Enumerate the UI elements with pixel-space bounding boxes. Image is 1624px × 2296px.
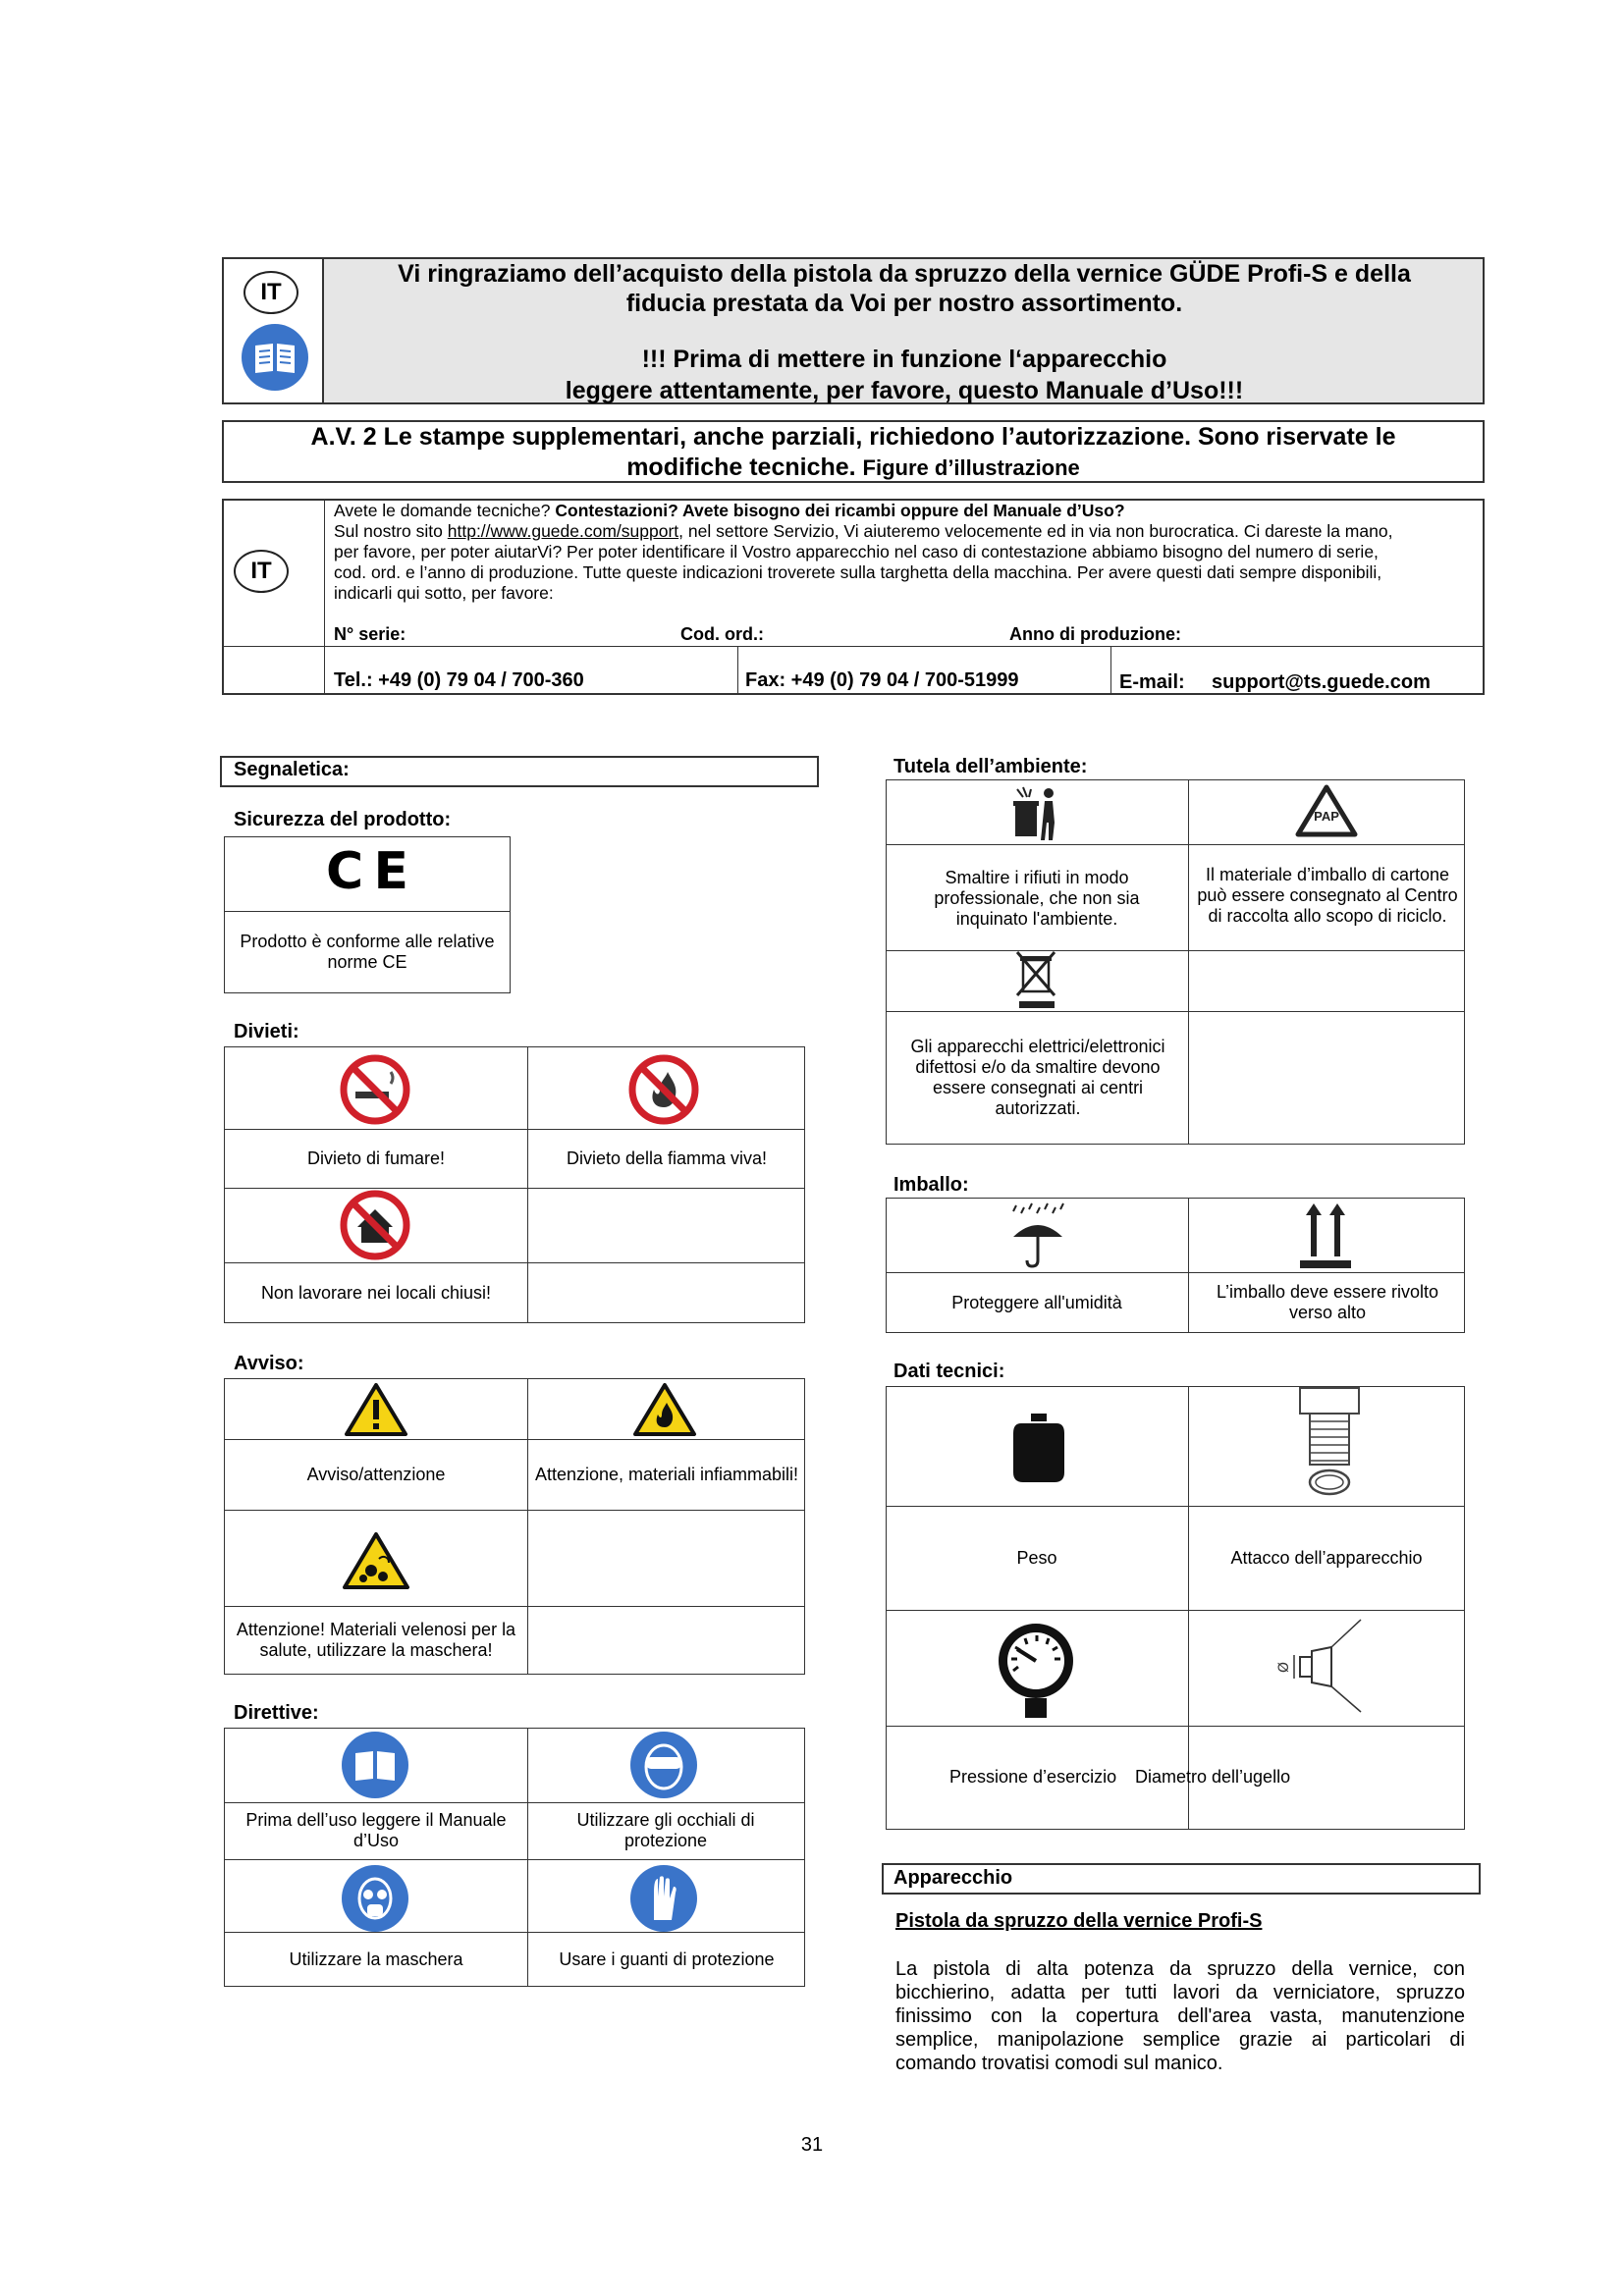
- divieti-title: Divieti:: [234, 1021, 299, 1042]
- header-thanks: [334, 259, 1475, 318]
- flammable-icon: [632, 1382, 697, 1437]
- tel-label: Tel.: +49 (0) 79 04 / 700-360: [334, 669, 584, 691]
- waste-bin-icon: [1009, 783, 1064, 842]
- connection-text: Attacco dell’apparecchio: [1230, 1547, 1423, 1568]
- support-line-5: indicarli qui sotto, per favore:: [334, 583, 554, 603]
- support-line-3: per favore, per poter aiutarVi? Per poter identificare il Vostro apparecchio nel caso di contestazione abbiamo bisogno del numero di serie,: [334, 542, 1379, 561]
- no-flame-text: Divieto della fiamma viva!: [566, 1148, 768, 1168]
- email-label: E-mail:: [1119, 671, 1185, 693]
- thanks-line-1: Vi ringraziamo dell’acquisto della pistola da spruzzo della vernice GÜDE Profi-S e della: [398, 260, 1411, 288]
- weee-text: Gli apparecchi elettrici/elettronici difettosi e/o da smaltire devono essere consegnati ai centri autorizzati.: [910, 1037, 1165, 1118]
- header-warning: [334, 344, 1475, 406]
- support-line-2a: Sul nostro sito: [334, 521, 448, 541]
- copyright-text: [226, 422, 1481, 483]
- toxic-text: Attenzione! Materiali velenosi per la salute, utilizzare la maschera!: [236, 1620, 516, 1660]
- product-description: La pistola di alta potenza da spruzzo della vernice, con bicchierino, adatta per tutti lavori da verniciatore, spruzzo finissimo con la copertura dell'area vasta, manutenzione semplice, manipolazione semplice grazie ai particolari di comando trovatisi comodi sul manico.: [895, 1958, 1465, 2074]
- no-smoking-icon: [340, 1054, 410, 1125]
- dati-table: [886, 1386, 1465, 1830]
- manual-book-icon: [240, 322, 310, 393]
- warning-icon: [344, 1382, 408, 1437]
- ambiente-title: Tutela dell’ambiente:: [893, 756, 1088, 777]
- year-label: Anno di produzione:: [1009, 624, 1181, 644]
- support-it-badge: IT: [234, 550, 289, 593]
- no-flame-icon: [628, 1054, 699, 1125]
- support-divider-2: [737, 646, 738, 695]
- dispose-text: Smaltire i rifiuti in modo professionale, che non sia inquinato l'ambiente.: [934, 867, 1140, 929]
- nozzle-diameter-icon: [1274, 1618, 1373, 1714]
- it-badge: IT: [244, 271, 298, 314]
- flammable-text: Attenzione, materiali infiammabili!: [534, 1464, 799, 1484]
- figures-label: Figure d’illustrazione: [862, 455, 1080, 480]
- no-closed-rooms-icon: [340, 1190, 410, 1260]
- read-manual-text: Prima dell’uso leggere il Manuale d’Uso: [245, 1810, 507, 1850]
- goggles-icon: [628, 1730, 699, 1800]
- apparecchio-title: Apparecchio: [893, 1867, 1013, 1889]
- cardboard-text: Il materiale d’imballo di cartone può essere consegnato al Centro di raccolta allo scopo di riciclo.: [1197, 864, 1458, 926]
- serial-label: N° serie:: [334, 624, 406, 644]
- read-manual-icon: [340, 1730, 410, 1800]
- page-number: 31: [800, 2134, 824, 2156]
- sicurezza-title: Sicurezza del prodotto:: [234, 809, 452, 830]
- order-label: Cod. ord.:: [680, 624, 764, 644]
- copyright-line-2: modifiche tecniche.: [626, 454, 856, 481]
- support-line-1b: Contestazioni? Avete bisogno dei ricambi oppure del Manuale d’Uso?: [555, 501, 1125, 520]
- warning-line-2: leggere attentamente, per favore, questo Manuale d’Uso!!!: [565, 377, 1244, 404]
- support-line-2b: , nel settore Servizio, Vi aiuteremo velocemente ed in via non burocratica. Ci dareste la mano,: [678, 521, 1393, 541]
- support-line-4: cod. ord. e l’anno di produzione. Tutte queste indicazioni troverete sulla targhetta della macchina. Per avere questi dati sempre disponibili,: [334, 562, 1382, 582]
- no-closed-text: Non lavorare nei locali chiusi!: [260, 1282, 492, 1303]
- pressure-gauge-icon: [994, 1620, 1078, 1720]
- nozzle-symbol: Ø: [1276, 1661, 1292, 1673]
- humidity-text: Proteggere all'umidità: [951, 1292, 1122, 1312]
- connection-thread-icon: [1292, 1386, 1367, 1498]
- support-text: [334, 501, 1479, 604]
- fax-label: Fax: +49 (0) 79 04 / 700-51999: [745, 669, 1019, 691]
- imballo-title: Imballo:: [893, 1174, 969, 1196]
- umbrella-icon: [1009, 1200, 1066, 1270]
- recycle-pap-icon: [1294, 783, 1359, 838]
- dati-title: Dati tecnici:: [893, 1361, 1005, 1382]
- warning-line-1: !!! Prima di mettere in funzione l‘apparecchio: [641, 346, 1167, 373]
- mask-text: Utilizzare la maschera: [289, 1949, 463, 1969]
- nozzle-text: Diametro dell’ugello: [1135, 1767, 1291, 1787]
- weight-text: Peso: [1016, 1547, 1057, 1568]
- thanks-line-2: fiducia prestata da Voi per nostro assortimento.: [625, 290, 1183, 317]
- toxic-icon: [342, 1531, 410, 1590]
- support-hline: [222, 646, 1485, 647]
- direttive-title: Direttive:: [234, 1702, 319, 1724]
- warning-text: Avviso/attenzione: [306, 1464, 446, 1484]
- this-side-up-icon: [1296, 1200, 1355, 1270]
- support-divider: [324, 499, 325, 695]
- pressure-text: Pressione d’esercizio: [949, 1767, 1117, 1787]
- segnaletica-title: Segnaletica:: [234, 759, 350, 780]
- gloves-icon: [628, 1863, 699, 1934]
- gloves-text: Usare i guanti di protezione: [559, 1949, 775, 1969]
- goggles-text: Utilizzare gli occhiali di protezione: [576, 1810, 755, 1850]
- weee-bin-icon: [1011, 946, 1062, 1009]
- support-link[interactable]: http://www.guede.com/support: [447, 521, 679, 541]
- upright-text: L’imballo deve essere rivolto verso alto: [1216, 1282, 1439, 1322]
- product-name: Pistola da spruzzo della vernice Profi-S: [895, 1910, 1263, 1932]
- pap-text: PAP: [1314, 809, 1339, 824]
- mask-icon: [340, 1863, 410, 1934]
- no-smoking-text: Divieto di fumare!: [306, 1148, 446, 1168]
- weight-icon: [1011, 1410, 1066, 1484]
- support-line-1a: Avete le domande tecniche?: [334, 501, 556, 520]
- support-divider-3: [1110, 646, 1111, 695]
- email-value[interactable]: support@ts.guede.com: [1212, 671, 1431, 693]
- ce-text: Prodotto è conforme alle relative norme CE: [240, 932, 495, 972]
- copyright-line-1: A.V. 2 Le stampe supplementari, anche parziali, richiedono l’autorizzazione. Sono riservate le: [310, 423, 1396, 451]
- avviso-title: Avviso:: [234, 1353, 304, 1374]
- ce-mark-icon: C E: [325, 842, 409, 901]
